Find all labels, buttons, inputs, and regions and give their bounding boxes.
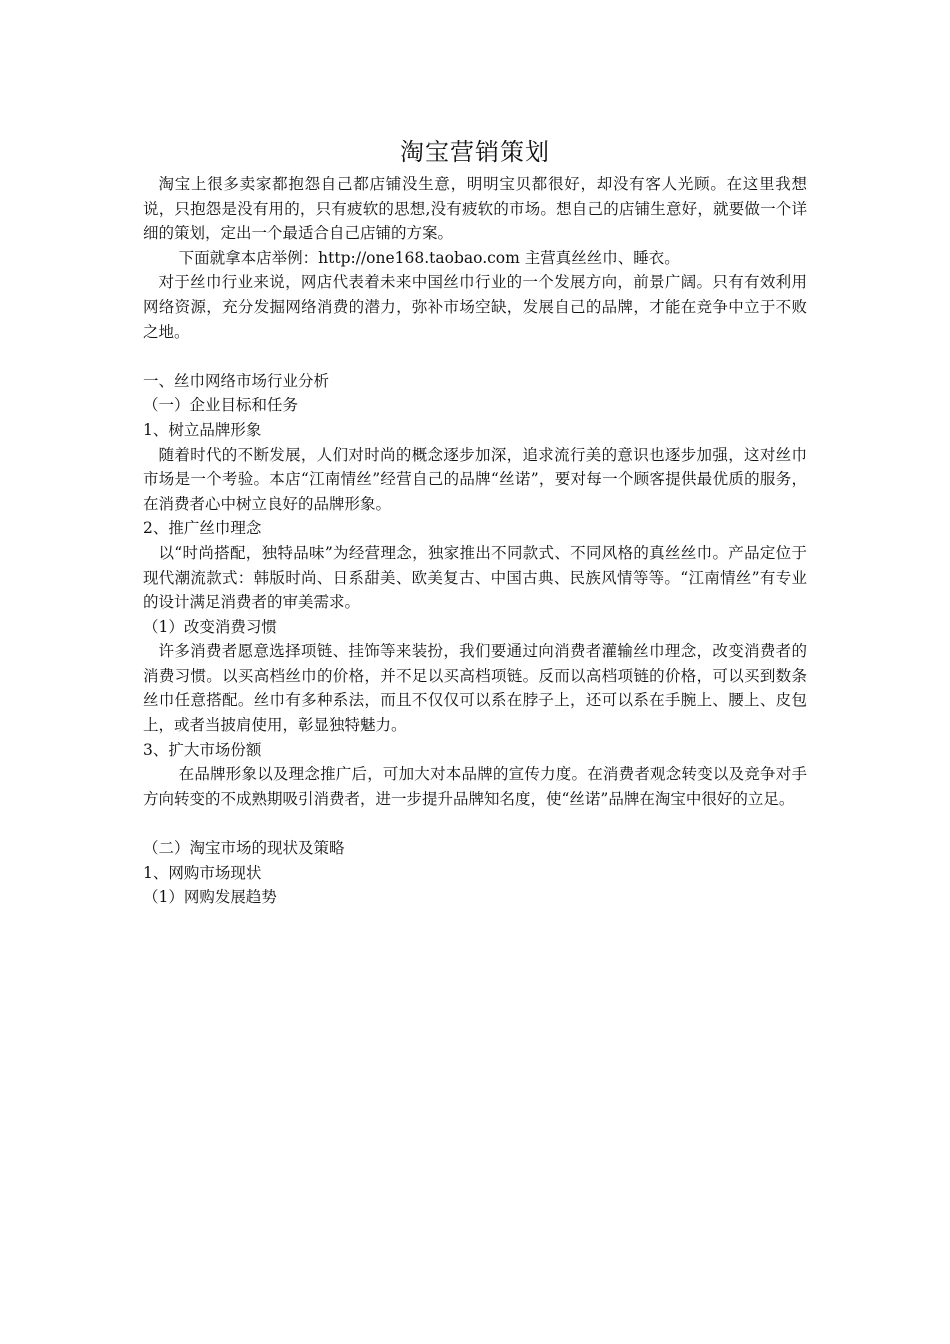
section-1-2-item-1-heading: 1、网购市场现状 bbox=[143, 863, 262, 882]
section-1-heading: 一、丝巾网络市场行业分析 bbox=[143, 371, 330, 390]
intro-paragraph-1: 淘宝上很多卖家都抱怨自己都店铺没生意，明明宝贝都很好，却没有客人光顾。在这里我想说，只抱怨是没有用的，只有疲软的思想,没有疲软的市场。想自己的店铺生意好，就要做一个详细的策划，定出一个最适合自己店铺的方案。 bbox=[143, 175, 807, 243]
item-1-body: 随着时代的不断发展，人们对时尚的概念逐步加深，追求流行美的意识也逐步加强，这对丝巾市场是一个考验。本店“江南情丝”经营自己的品牌“丝诺”，要对每一个顾客提供最优质的服务，在消费者心中树立良好的品牌形象。 bbox=[143, 445, 807, 513]
item-3-body: 在品牌形象以及理念推广后，可加大对本品牌的宣传力度。在消费者观念转变以及竞争对手方向转变的不成熟期吸引消费者，进一步提升品牌知名度，使“丝诺”品牌在淘宝中很好的立足。 bbox=[143, 765, 807, 808]
item-2-sub-heading: （1）改变消费习惯 bbox=[143, 617, 277, 636]
item-1-heading: 1、树立品牌形象 bbox=[143, 420, 262, 439]
document-page bbox=[143, 132, 807, 910]
section-1-2-item-1-sub-heading: （1）网购发展趋势 bbox=[143, 888, 277, 907]
item-2-heading: 2、推广丝巾理念 bbox=[143, 519, 262, 538]
intro-paragraph-3: 对于丝巾行业来说，网店代表着未来中国丝巾行业的一个发展方向，前景广阔。只有有效利用网络资源，充分发掘网络消费的潜力，弥补市场空缺，发展自己的品牌，才能在竞争中立于不败之地。 bbox=[143, 273, 807, 341]
item-3-heading: 3、扩大市场份额 bbox=[143, 740, 262, 759]
document-title: 淘宝营销策划 bbox=[400, 138, 550, 166]
blank-line bbox=[143, 344, 807, 369]
section-1-2-heading: （二）淘宝市场的现状及策略 bbox=[143, 839, 345, 858]
intro-paragraph-2: 下面就拿本店举例：http://one168.taobao.com 主营真丝丝巾、睡衣。 bbox=[178, 248, 680, 267]
item-2-body: 以“时尚搭配，独特品味”为经营理念，独家推出不同款式、不同风格的真丝丝巾。产品定位于现代潮流款式：韩版时尚、日系甜美、欧美复古、中国古典、民族风情等等。“江南情丝”有专业的设计满足消费者的审美需求。 bbox=[143, 543, 807, 612]
blank-line bbox=[143, 811, 807, 836]
item-2-sub-body: 许多消费者愿意选择项链、挂饰等来装扮，我们要通过向消费者灌输丝巾理念，改变消费者的消费习惯。以买高档丝巾的价格，并不足以买高档项链。反而以高档项链的价格，可以买到数条丝巾任意搭配。丝巾有多种系法，而且不仅仅可以系在脖子上，还可以系在手腕上、腰上、皮包上，或者当披肩使用，彰显独特魅力。 bbox=[143, 642, 807, 735]
section-1-1-heading: （一）企业目标和任务 bbox=[143, 396, 299, 415]
